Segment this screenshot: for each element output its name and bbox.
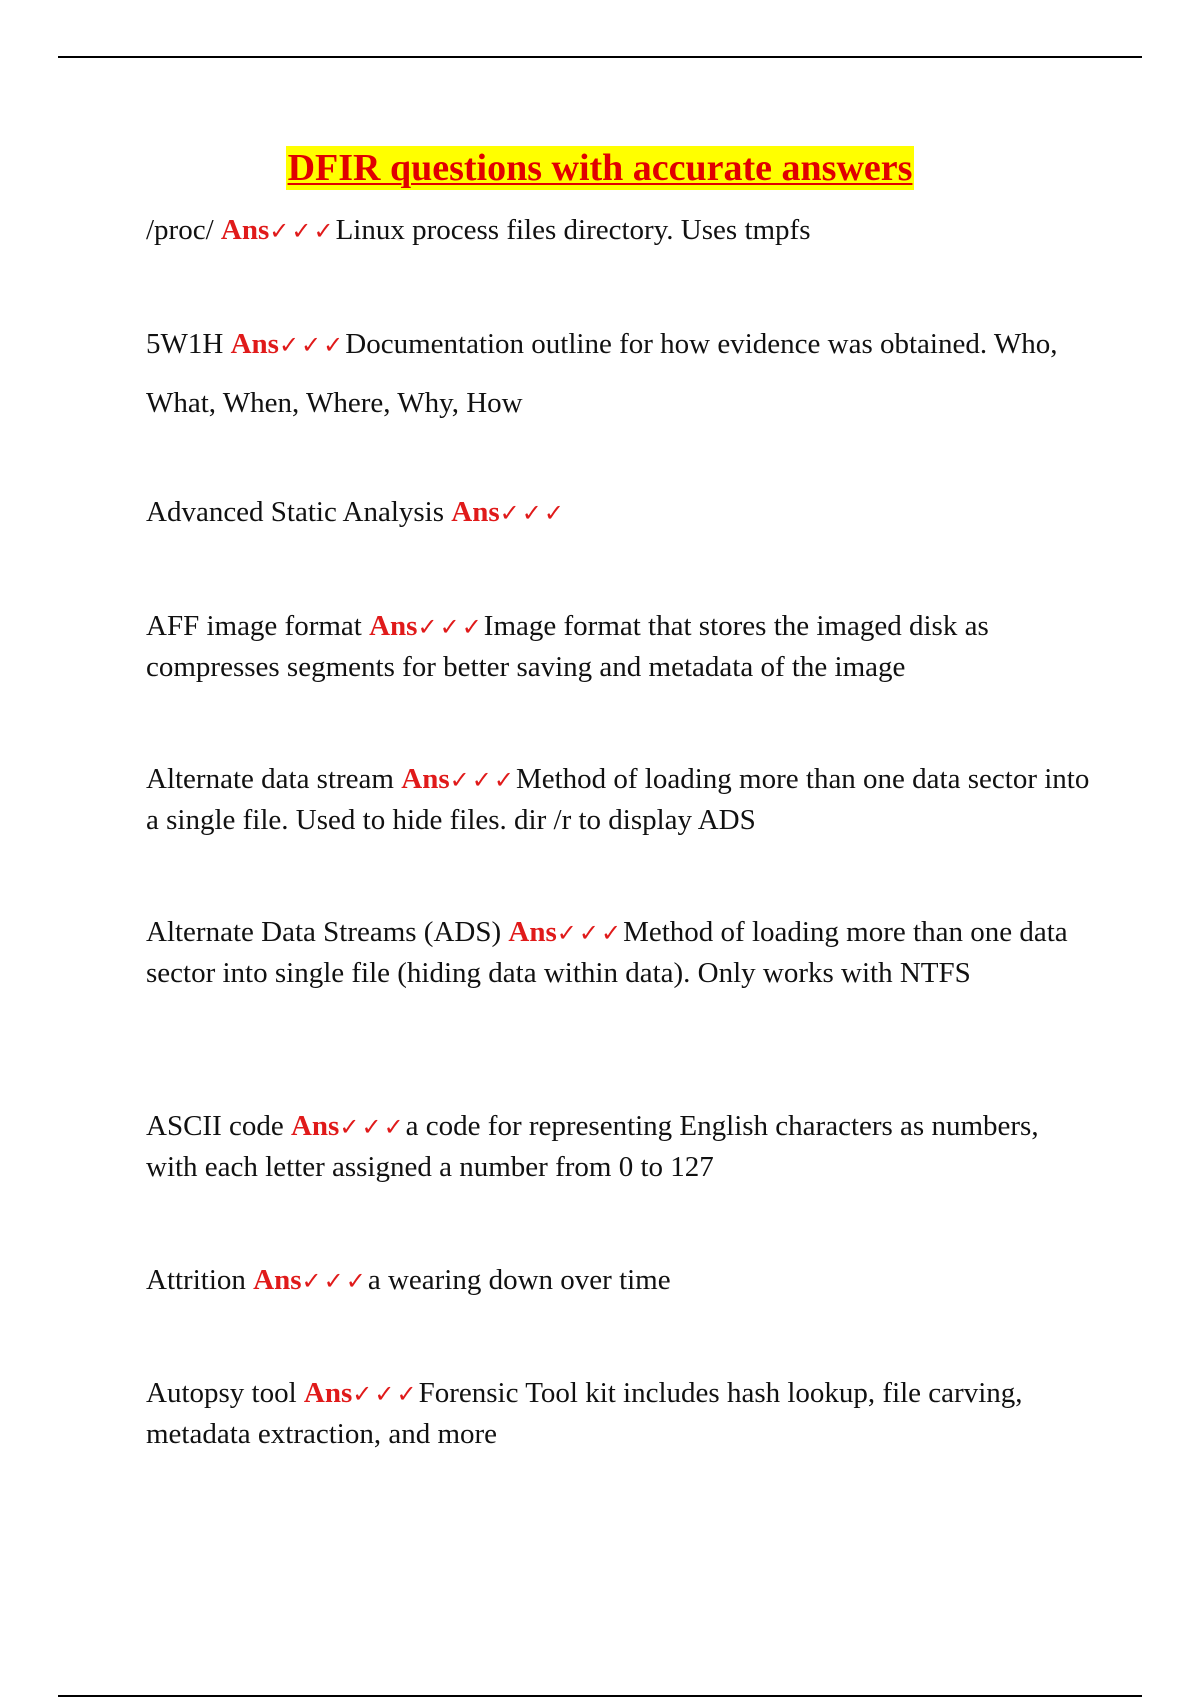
check-marks-icon: ✓✓✓	[269, 217, 336, 245]
qa-entry	[146, 492, 1096, 533]
entry-definition: Documentation outline for how evidence was obtained. Who, What, When, Where, Why, How	[146, 328, 1058, 419]
entry-definition: Linux process files directory. Uses tmpfs	[335, 214, 811, 246]
check-marks-icon: ✓✓✓	[449, 766, 516, 794]
entry-definition: Method of loading more than one data sector into single file (hiding data within data). Only works with NTFS	[146, 916, 1068, 989]
ans-label: Ans	[253, 1264, 302, 1296]
ans-label: Ans	[230, 328, 279, 360]
entry-term: Alternate data stream	[146, 763, 394, 795]
bottom-rule	[58, 1695, 1142, 1697]
entry-term: Attrition	[146, 1264, 246, 1296]
entry-definition: Forensic Tool kit includes hash lookup, file carving, metadata extraction, and more	[146, 1377, 1023, 1450]
check-marks-icon: ✓✓✓	[417, 613, 484, 641]
check-marks-icon: ✓✓✓	[339, 1113, 406, 1141]
ans-label: Ans	[401, 763, 450, 795]
qa-entry	[146, 210, 1096, 251]
check-marks-icon: ✓✓✓	[499, 499, 566, 527]
qa-entry	[146, 759, 1096, 840]
entry-definition: a wearing down over time	[367, 1264, 671, 1296]
entry-term: Advanced Static Analysis	[146, 496, 445, 528]
ans-label: Ans	[290, 1110, 340, 1142]
qa-entry	[146, 606, 1096, 687]
ans-label: Ans	[220, 214, 270, 246]
ans-label: Ans	[369, 610, 418, 642]
entry-term: 5W1H	[146, 328, 224, 360]
ans-label: Ans	[451, 496, 500, 528]
ans-label: Ans	[508, 916, 557, 948]
entry-term: Autopsy tool	[146, 1377, 297, 1409]
check-marks-icon: ✓✓✓	[278, 331, 346, 359]
entry-definition: Image format that stores the imaged disk as compresses segments for better saving and metadata of the image	[146, 610, 989, 683]
entry-definition: a code for representing English characters as numbers, with each letter assigned a number from 0 to 127	[146, 1110, 1039, 1183]
document-title: DFIR questions with accurate answers	[287, 147, 913, 189]
qa-entry	[146, 1260, 1096, 1301]
qa-entry	[146, 912, 1096, 993]
qa-entry	[146, 1106, 1096, 1187]
entry-term: ASCII code	[146, 1110, 284, 1142]
title-container	[0, 146, 1200, 190]
entry-definition: Method of loading more than one data sector into a single file. Used to hide files. dir /r to display ADS	[146, 763, 1090, 836]
entry-term: Alternate Data Streams (ADS)	[146, 916, 502, 948]
check-marks-icon: ✓✓✓	[352, 1380, 419, 1408]
check-marks-icon: ✓✓✓	[556, 919, 624, 947]
entry-term: AFF image format	[146, 610, 362, 642]
top-rule	[58, 56, 1142, 58]
qa-entry	[146, 315, 1096, 432]
entry-term: /proc/	[146, 214, 214, 246]
ans-label: Ans	[303, 1377, 353, 1409]
check-marks-icon: ✓✓✓	[301, 1267, 368, 1295]
qa-entry	[146, 1373, 1096, 1454]
